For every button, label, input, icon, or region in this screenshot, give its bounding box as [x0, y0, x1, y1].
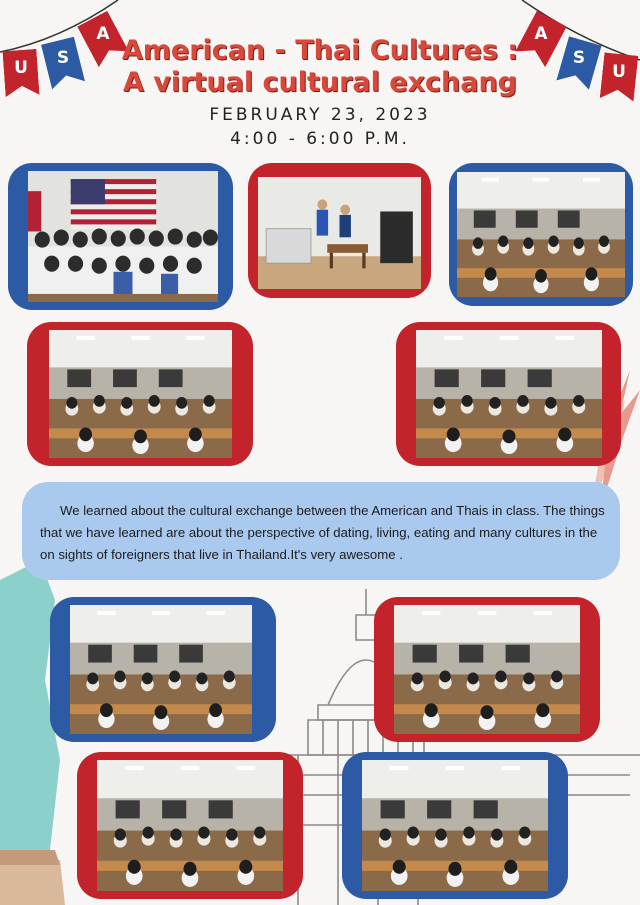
photo-frame-8 [77, 752, 303, 899]
photo-classroom-5 [394, 605, 580, 734]
photo-frame-6 [50, 597, 276, 742]
photo-frame-4 [27, 322, 253, 466]
photo-frame-9 [342, 752, 568, 899]
photo-frame-3 [449, 163, 633, 306]
event-time: 4:00 - 6:00 P.M. [230, 129, 410, 149]
photo-frame-7 [374, 597, 600, 742]
photo-classroom-6 [97, 760, 283, 891]
photo-frame-2 [248, 163, 431, 298]
summary-paragraph: We learned about the cultural exchange between the American and Thais in class. The things that we have learned are about the perspective of dating, living, eating and many cultures in the on sights of foreigners that live in Thailand.It's very awesome . [40, 503, 605, 562]
photo-classroom-4 [70, 605, 252, 734]
photo-classroom-1 [457, 172, 625, 297]
event-date: FEBRUARY 23, 2023 [209, 105, 431, 125]
photo-classroom-2 [49, 330, 232, 458]
summary-textbox [22, 482, 620, 580]
photo-classroom-7 [362, 760, 548, 891]
title-line-2: A virtual cultural exchang [123, 67, 517, 98]
photo-group-flag [28, 171, 218, 302]
photo-classroom-3 [416, 330, 602, 458]
bunting-right: A S U [510, 0, 640, 100]
photo-frame-1 [8, 163, 233, 310]
photo-speakers [258, 177, 421, 289]
title-line-1: American - Thai Cultures : [121, 35, 519, 66]
bunting-left: U S A [0, 0, 130, 100]
photo-frame-5 [396, 322, 621, 466]
